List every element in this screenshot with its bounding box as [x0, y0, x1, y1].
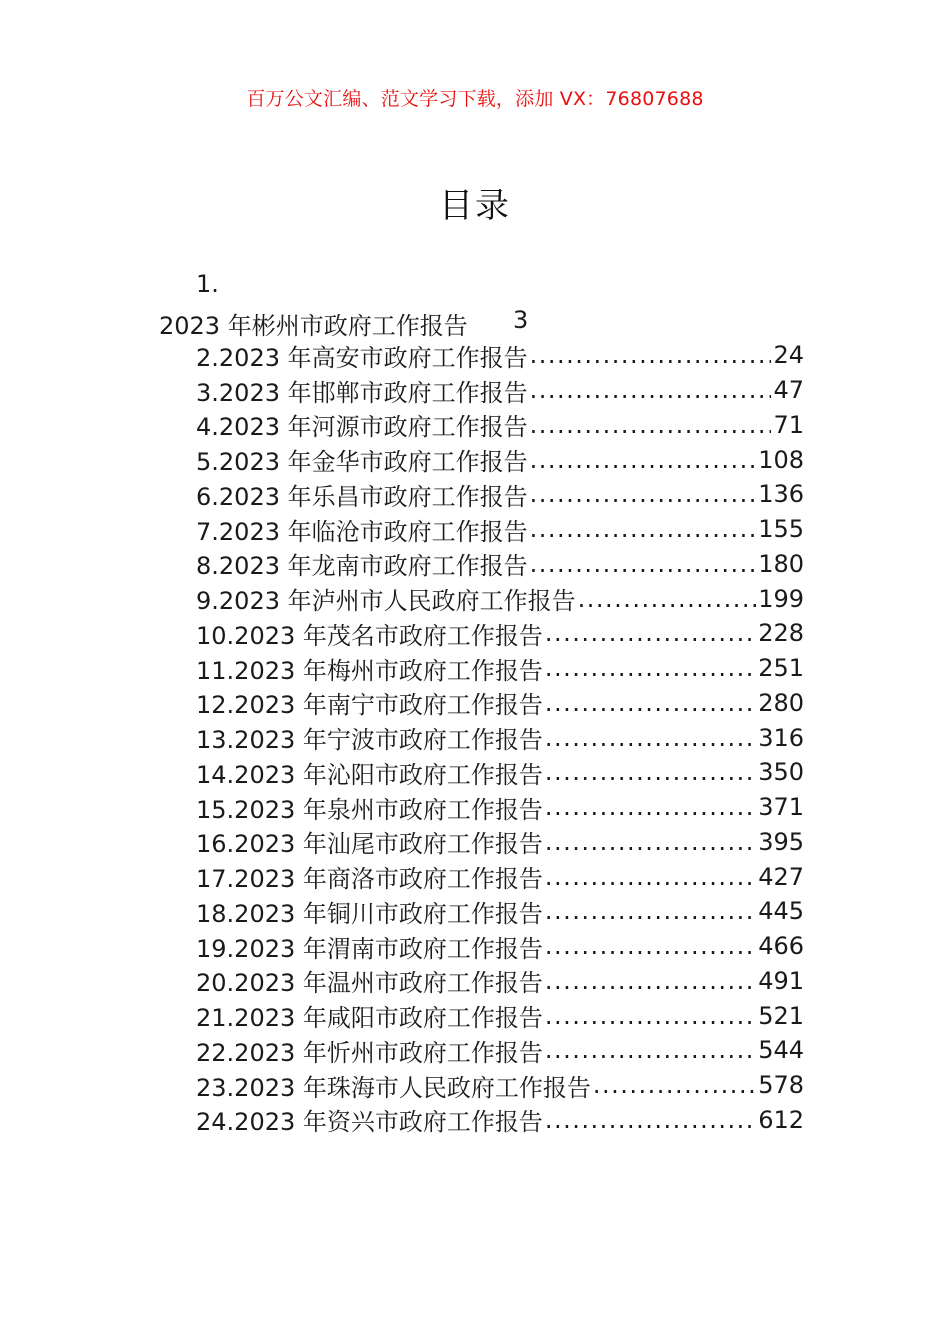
dot-leader — [593, 1071, 756, 1099]
toc-entry-page: 3 — [513, 306, 529, 334]
toc-entry-title: 12.2023 年南宁市政府工作报告 — [196, 691, 543, 720]
toc-entry-page: 47 — [773, 376, 804, 405]
toc-entry-page: 578 — [758, 1071, 804, 1100]
toc-entry-title: 17.2023 年商洛市政府工作报告 — [196, 865, 543, 894]
toc-entry-page: 251 — [758, 654, 804, 683]
toc-entry-page: 491 — [758, 966, 804, 995]
toc-entry[interactable] — [196, 998, 804, 1033]
toc-entry-title: 20.2023 年温州市政府工作报告 — [196, 969, 543, 998]
dot-leader — [545, 828, 756, 856]
dot-leader — [545, 689, 756, 717]
dot-leader — [530, 341, 772, 369]
dot-leader — [545, 793, 756, 821]
toc-entry[interactable] — [196, 686, 804, 721]
toc-entry-page: 71 — [773, 410, 804, 439]
dot-leader — [545, 619, 756, 647]
toc-entry-page: 544 — [758, 1036, 804, 1065]
dot-leader — [530, 480, 757, 508]
dot-leader — [545, 654, 756, 682]
toc-entry-page: 466 — [758, 932, 804, 961]
dot-leader — [530, 411, 772, 439]
toc-entry[interactable] — [196, 547, 804, 582]
toc-entry[interactable] — [196, 1033, 804, 1068]
toc-entry-page: 316 — [758, 723, 804, 752]
toc-entry-title: 14.2023 年沁阳市政府工作报告 — [196, 760, 543, 789]
toc-entry-title: 19.2023 年渭南市政府工作报告 — [196, 934, 543, 963]
toc-entry-title: 4.2023 年河源市政府工作报告 — [196, 413, 528, 442]
toc-entry-page: 155 — [758, 515, 804, 544]
toc-entry-page: 180 — [758, 549, 804, 578]
page-title: 目录 — [439, 186, 511, 226]
dot-leader — [545, 1106, 756, 1134]
toc-entry-page: 24 — [773, 341, 804, 370]
dot-leader — [545, 897, 756, 925]
dot-leader — [578, 585, 757, 613]
toc-entry[interactable] — [196, 790, 804, 825]
toc-entry-title: 2.2023 年高安市政府工作报告 — [196, 343, 528, 372]
toc-entry-page: 136 — [758, 480, 804, 509]
toc-entry-title: 8.2023 年龙南市政府工作报告 — [196, 552, 528, 581]
toc-entry-page: 108 — [758, 445, 804, 474]
toc-entry-title: 16.2023 年汕尾市政府工作报告 — [196, 830, 543, 859]
toc-entry-title: 22.2023 年忻州市政府工作报告 — [196, 1038, 543, 1067]
toc-entry-title: 9.2023 年泸州市人民政府工作报告 — [196, 587, 576, 616]
toc-entry[interactable] — [196, 1068, 804, 1103]
toc-entry-title: 7.2023 年临沧市政府工作报告 — [196, 517, 528, 546]
dot-leader — [545, 1002, 756, 1030]
toc-entry-number: 1. — [196, 270, 219, 298]
toc-entry[interactable] — [196, 581, 804, 616]
toc-entry[interactable] — [196, 442, 804, 477]
toc-entry[interactable] — [196, 825, 804, 860]
dot-leader — [545, 932, 756, 960]
dot-leader — [545, 758, 756, 786]
toc-entry-title: 11.2023 年梅州市政府工作报告 — [196, 656, 543, 685]
dot-leader — [530, 446, 757, 474]
toc-entry[interactable] — [196, 894, 804, 929]
toc-entry[interactable] — [196, 964, 804, 999]
toc-entry[interactable] — [196, 859, 804, 894]
dot-leader — [545, 724, 756, 752]
toc-entry-page: 228 — [758, 619, 804, 648]
toc-entry-title: 24.2023 年资兴市政府工作报告 — [196, 1108, 543, 1137]
toc-entry[interactable] — [196, 1103, 804, 1138]
toc-entry-page: 521 — [758, 1001, 804, 1030]
toc-entry-page: 280 — [758, 688, 804, 717]
toc-entry-page: 427 — [758, 862, 804, 891]
toc-entry[interactable] — [196, 408, 804, 443]
dot-leader — [545, 863, 756, 891]
toc-list — [0, 338, 950, 1137]
dot-leader — [545, 967, 756, 995]
dot-leader — [530, 515, 757, 543]
toc-entry-title: 21.2023 年咸阳市政府工作报告 — [196, 1004, 543, 1033]
toc-entry-title: 6.2023 年乐昌市政府工作报告 — [196, 482, 528, 511]
toc-entry-title: 5.2023 年金华市政府工作报告 — [196, 448, 528, 477]
toc-entry-page: 350 — [758, 758, 804, 787]
toc-entry[interactable] — [196, 512, 804, 547]
toc-entry-title: 13.2023 年宁波市政府工作报告 — [196, 726, 543, 755]
toc-entry[interactable] — [196, 338, 804, 373]
toc-entry[interactable] — [196, 651, 804, 686]
header-watermark-note: 百万公文汇编、范文学习下载，添加 VX：76807688 — [246, 88, 704, 110]
toc-entry[interactable] — [196, 720, 804, 755]
toc-entry-page: 395 — [758, 827, 804, 856]
toc-entry-title: 2023 年彬州市政府工作报告 — [159, 312, 468, 340]
toc-entry-title: 18.2023 年铜川市政府工作报告 — [196, 899, 543, 928]
toc-entry[interactable] — [196, 616, 804, 651]
dot-leader — [545, 1036, 756, 1064]
toc-entry[interactable] — [196, 929, 804, 964]
toc-entry[interactable] — [0, 268, 950, 338]
toc-entry-page: 199 — [758, 584, 804, 613]
toc-entry-title: 3.2023 年邯郸市政府工作报告 — [196, 378, 528, 407]
toc-entry-title: 23.2023 年珠海市人民政府工作报告 — [196, 1073, 591, 1102]
dot-leader — [530, 376, 772, 404]
toc-entry[interactable] — [196, 477, 804, 512]
toc-entry-page: 612 — [758, 1105, 804, 1134]
toc-entry[interactable] — [196, 755, 804, 790]
toc-entry[interactable] — [196, 373, 804, 408]
dot-leader — [530, 550, 757, 578]
toc-entry-page: 371 — [758, 793, 804, 822]
toc-entry-page: 445 — [758, 897, 804, 926]
table-of-contents — [0, 268, 950, 1137]
toc-entry-title: 15.2023 年泉州市政府工作报告 — [196, 795, 543, 824]
toc-entry-title: 10.2023 年茂名市政府工作报告 — [196, 621, 543, 650]
